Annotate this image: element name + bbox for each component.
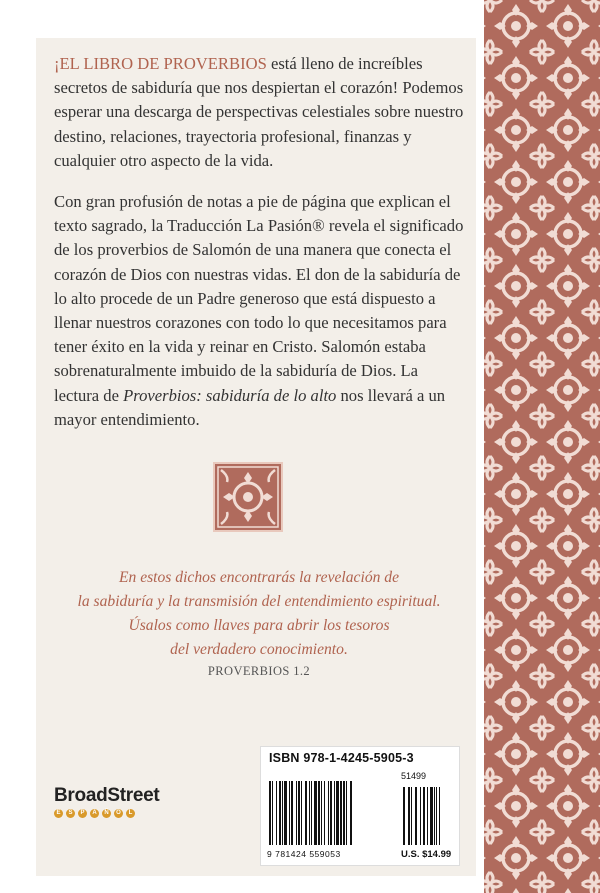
subline-letter: O: [114, 809, 123, 818]
barcode-bar: [305, 781, 307, 845]
barcode-bar: [301, 781, 302, 845]
price-label: U.S. $14.99: [401, 849, 452, 860]
barcode-bar: [284, 781, 287, 845]
quote-line: Úsalos como llaves para abrir los tesoros: [128, 617, 390, 634]
barcode-bar: [291, 781, 293, 845]
pattern-graphic: [484, 0, 600, 893]
barcode-bar: [346, 781, 347, 845]
barcode-addon-bar: [439, 787, 440, 845]
isbn-label: ISBN 978-1-4245-5905-3: [269, 751, 414, 765]
barcode-addon-bar: [436, 787, 437, 845]
subline-letter: Ñ: [102, 809, 111, 818]
barcode-bar: [340, 781, 342, 845]
publisher-name: BroadStreet: [54, 785, 160, 806]
barcode-bar: [314, 781, 317, 845]
barcode-bar: [324, 781, 325, 845]
quote-line: la sabiduría y la transmisión del entendimiento espiritual.: [77, 593, 441, 610]
quote-line: En estos dichos encontrarás la revelación de: [118, 569, 400, 586]
barcode-digits: 9 781424 559053: [267, 849, 341, 859]
description-paragraph: [54, 190, 464, 432]
barcode-bar: [279, 781, 281, 845]
barcode-addon-bar: [430, 787, 433, 845]
barcode-addon-bar: [408, 787, 410, 845]
barcode-bar: [328, 781, 329, 845]
barcode-bar: [276, 781, 277, 845]
barcode-bar: [269, 781, 271, 845]
barcode-addon-bar: [403, 787, 405, 845]
barcode-bar: [296, 781, 297, 845]
barcode-bar: [343, 781, 345, 845]
barcode-bar: [321, 781, 322, 845]
quote-line: del verdadero conocimiento.: [170, 641, 348, 658]
quote-reference: PROVERBIOS 1.2: [207, 664, 311, 678]
subline-letter: L: [126, 809, 135, 818]
scripture-quote: [54, 566, 464, 662]
decorative-pattern-strip: [484, 0, 600, 893]
publisher-subline: [54, 809, 194, 818]
barcode-box: [260, 746, 460, 866]
barcode-bar: [330, 781, 332, 845]
publisher-logo: [54, 785, 194, 818]
intro-paragraph: [54, 52, 464, 173]
subline-letter: P: [78, 809, 87, 818]
barcode-bar: [289, 781, 290, 845]
barcode-graphic: [269, 781, 453, 847]
barcode-bar: [334, 781, 335, 845]
book-title-italic: Proverbios: sabiduría de lo alto: [123, 385, 337, 405]
barcode-addon: 51499: [401, 771, 427, 781]
description-text-end: nos llevará a un mayor entendimiento.: [54, 385, 446, 429]
barcode-bar: [282, 781, 283, 845]
subline-letter: A: [90, 809, 99, 818]
intro-text: está lleno de increíbles secretos de sabiduría que nos despiertan el corazón! Podemos esperar una descarga de perspectivas celestiales sobre nuestro destino, relaciones, trayectoria profesional, finanzas y cualquier otro aspecto de la vida.: [54, 54, 464, 170]
barcode-addon-bar: [423, 787, 425, 845]
barcode-addon-bar: [415, 787, 417, 845]
barcode-bar: [309, 781, 310, 845]
ornament-icon: [213, 462, 283, 532]
description-text-start: Con gran profusión de notas a pie de página que explican el texto sagrado, la Traducción La Pasión® revela el significado de los proverbios de Salomón de una manera que conecta el corazón de Dios con nuestras vidas. El don de la sabiduría de lo alto procede de un Padre generoso que está dispuesto a llenar nuestros corazones con todo lo que necesitamos para tener éxito en la vida y reinar en Cristo. Salomón estaba sobrenaturalmente imbuido de la sabiduría de Dios. La lectura de: [54, 192, 464, 405]
book-title-lead: ¡EL LIBRO DE PROVERBIOS: [54, 54, 267, 73]
barcode-bar: [298, 781, 300, 845]
barcode-bar: [350, 781, 352, 845]
barcode-bar: [318, 781, 320, 845]
barcode-addon-bar: [427, 787, 428, 845]
subline-letter: E: [54, 809, 63, 818]
barcode-addon-bar: [434, 787, 435, 845]
barcode-bar: [336, 781, 339, 845]
barcode-addon-bar: [420, 787, 421, 845]
barcode-bar: [272, 781, 273, 845]
subline-letter: S: [66, 809, 75, 818]
barcode-bar: [311, 781, 312, 845]
barcode-addon-bar: [411, 787, 412, 845]
